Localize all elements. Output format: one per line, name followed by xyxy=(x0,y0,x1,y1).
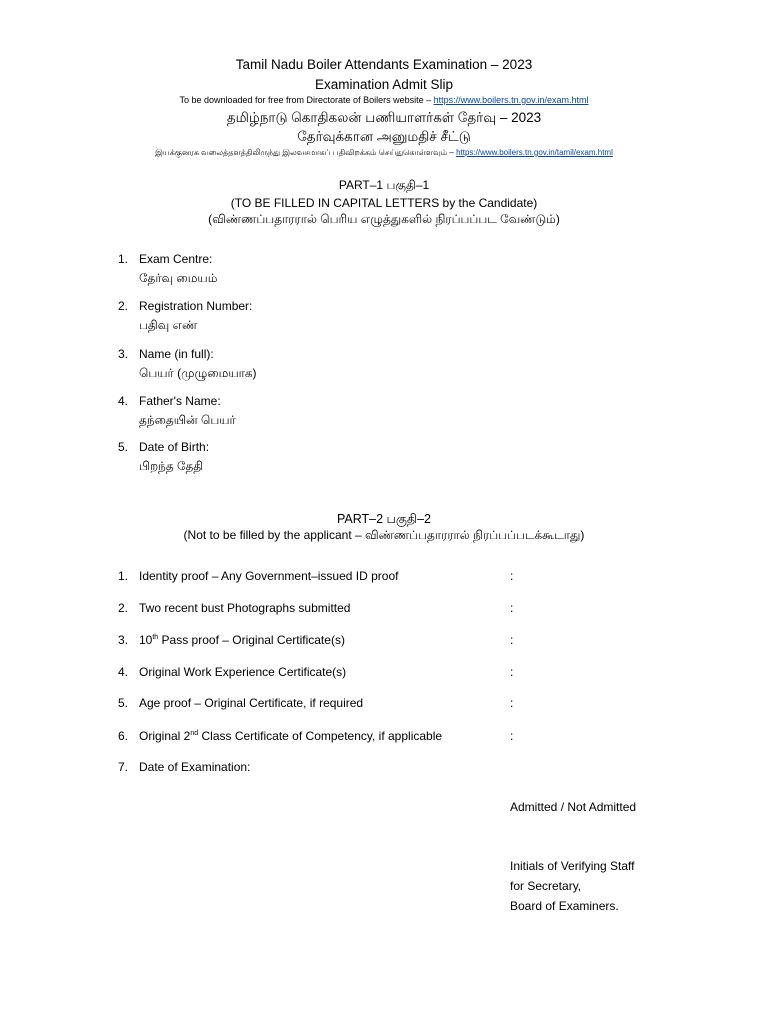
item-number: 3. xyxy=(117,633,128,647)
download-note-text: To be downloaded for free from Directorate of Boilers website – xyxy=(179,95,434,105)
item-label: Date of Examination: xyxy=(139,760,251,774)
download-link-english[interactable]: https://www.boilers.tn.gov.in/exam.html xyxy=(433,95,589,105)
item-label-tamil: பெயர் (முழுமையாக) xyxy=(139,366,257,380)
part2-instruction: (Not to be filled by the applicant – விண்ணப்பதாரரால் நிரப்பப்படக்கூடாது) xyxy=(183,528,585,542)
part2-heading: PART–2 பகுதி–2 xyxy=(336,512,432,526)
title-english: Tamil Nadu Boiler Attendants Examination – 2023 xyxy=(235,57,533,72)
download-link-tamil[interactable]: https://www.boilers.tn.gov.in/tamil/exam.html xyxy=(456,148,613,157)
item-label xyxy=(139,729,442,743)
item-label-tamil: தேர்வு மையம் xyxy=(139,271,218,285)
item-colon: : xyxy=(510,729,514,743)
item-label-superscript: nd xyxy=(190,730,199,737)
item-label-tamil: பதிவு எண் xyxy=(139,318,198,332)
item-label xyxy=(139,633,345,647)
part1-heading: PART–1 பகுதி–1 xyxy=(338,178,430,192)
download-note-english xyxy=(0,95,768,105)
item-number: 5. xyxy=(117,696,128,710)
item-label: Two recent bust Photographs submitted xyxy=(139,601,351,615)
item-number: 1. xyxy=(117,569,128,583)
item-label: Original Work Experience Certificate(s) xyxy=(139,665,347,679)
item-number: 7. xyxy=(117,760,128,774)
part1-instruction-english: (TO BE FILLED IN CAPITAL LETTERS by the Candidate) xyxy=(230,196,538,210)
item-number: 2. xyxy=(117,299,128,313)
part1-instruction-tamil: (விண்ணப்பதாரரால் பெரிய எழுத்துகளில் நிரப்பப்பட வேண்டும்) xyxy=(208,212,560,226)
item-colon: : xyxy=(510,601,514,615)
item-label-english: Date of Birth: xyxy=(139,440,210,454)
item-number: 5. xyxy=(117,440,128,454)
item-number: 4. xyxy=(117,665,128,679)
subtitle-english: Examination Admit Slip xyxy=(314,77,454,92)
item-label-post: Pass proof – Original Certificate(s) xyxy=(158,633,345,647)
item-label-superscript: th xyxy=(152,634,159,641)
item-number: 4. xyxy=(117,394,128,408)
download-note-tamil xyxy=(0,148,768,158)
item-colon: : xyxy=(510,665,514,679)
item-label-english: Name (in full): xyxy=(139,347,214,361)
item-label-post: Class Certificate of Competency, if applicable xyxy=(198,729,443,743)
item-colon: : xyxy=(510,569,514,583)
item-number: 6. xyxy=(117,729,128,743)
verifier-initials-line1: Initials of Verifying Staff xyxy=(510,859,635,873)
admission-status: Admitted / Not Admitted xyxy=(510,800,637,814)
verifier-initials-line3: Board of Examiners. xyxy=(510,899,619,913)
item-colon: : xyxy=(510,696,514,710)
item-number: 1. xyxy=(117,252,128,266)
item-number: 2. xyxy=(117,601,128,615)
item-label-pre: Original 2 xyxy=(139,729,191,743)
item-label: Age proof – Original Certificate, if required xyxy=(139,696,364,710)
title-tamil: தமிழ்நாடு கொதிகலன் பணியாளர்கள் தேர்வு – 2023 xyxy=(226,110,542,125)
item-colon: : xyxy=(510,633,514,647)
item-label-english: Registration Number: xyxy=(139,299,253,313)
item-label: Identity proof – Any Government–issued ID proof xyxy=(139,569,399,583)
item-label-pre: 10 xyxy=(139,633,153,647)
item-number: 3. xyxy=(117,347,128,361)
verifier-initials-line2: for Secretary, xyxy=(510,879,582,893)
item-label-english: Exam Centre: xyxy=(139,252,213,266)
item-label-tamil: பிறந்த தேதி xyxy=(139,459,204,473)
download-note-tamil-text: இயக்குனரக வலைத்தளத்திலிருந்து இலவசமாகப் பதிவிறக்கம் செய்துகொள்ளவும் – xyxy=(155,148,457,157)
subtitle-tamil: தேர்வுக்கான அனுமதிச் சீட்டு xyxy=(297,129,471,144)
item-label-tamil: தந்தையின் பெயர் xyxy=(139,413,236,427)
item-label-english: Father's Name: xyxy=(139,394,221,408)
